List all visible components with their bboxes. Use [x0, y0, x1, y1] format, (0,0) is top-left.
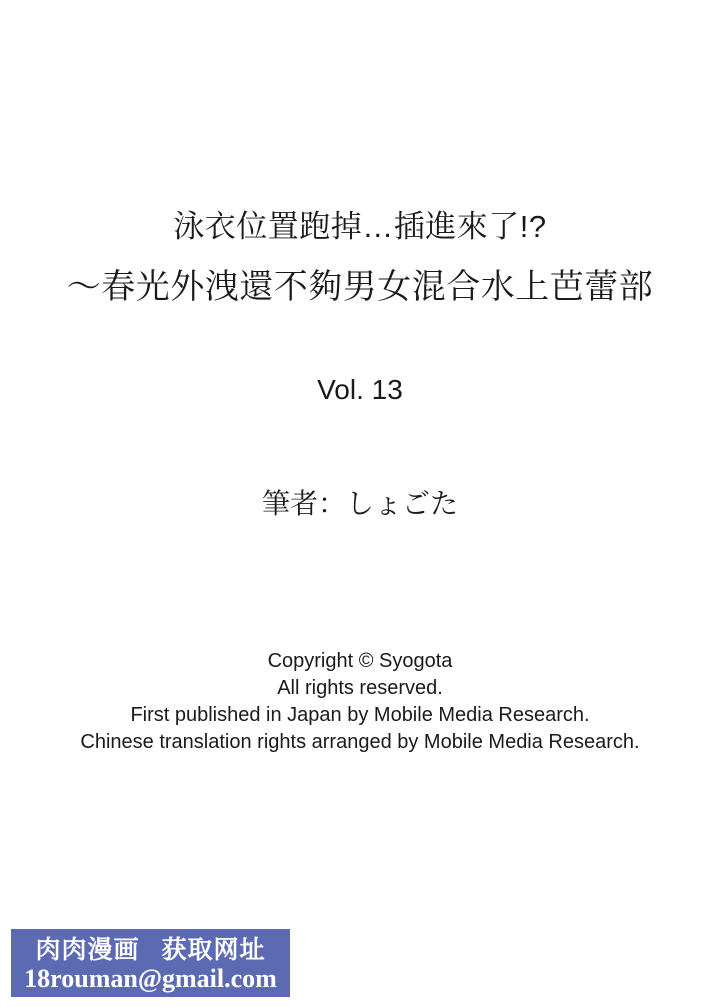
- volume-number: Vol. 13: [317, 374, 403, 405]
- copyright-line: First published in Japan by Mobile Media Research.: [130, 704, 590, 726]
- watermark-brand: 肉肉漫画: [35, 936, 140, 964]
- copyright-block: [0, 648, 720, 756]
- series-title-line1: 泳衣位置跑掉…插進來了!?: [173, 209, 547, 244]
- copyright-line: All rights reserved.: [277, 677, 443, 699]
- watermark-bar: [11, 929, 290, 997]
- watermark-email: 18rouman@gmail.com: [24, 964, 277, 993]
- author-credit: 筆者：しょごた: [261, 488, 458, 519]
- series-title-line2: ～春光外洩還不夠男女混合水上芭蕾部: [66, 268, 654, 306]
- copyright-line: Copyright © Syogota: [267, 650, 453, 672]
- watermark-site-name: [11, 936, 290, 964]
- watermark-label: 获取网址: [161, 936, 266, 964]
- copyright-line: Chinese translation rights arranged by Mobile Media Research.: [80, 731, 640, 753]
